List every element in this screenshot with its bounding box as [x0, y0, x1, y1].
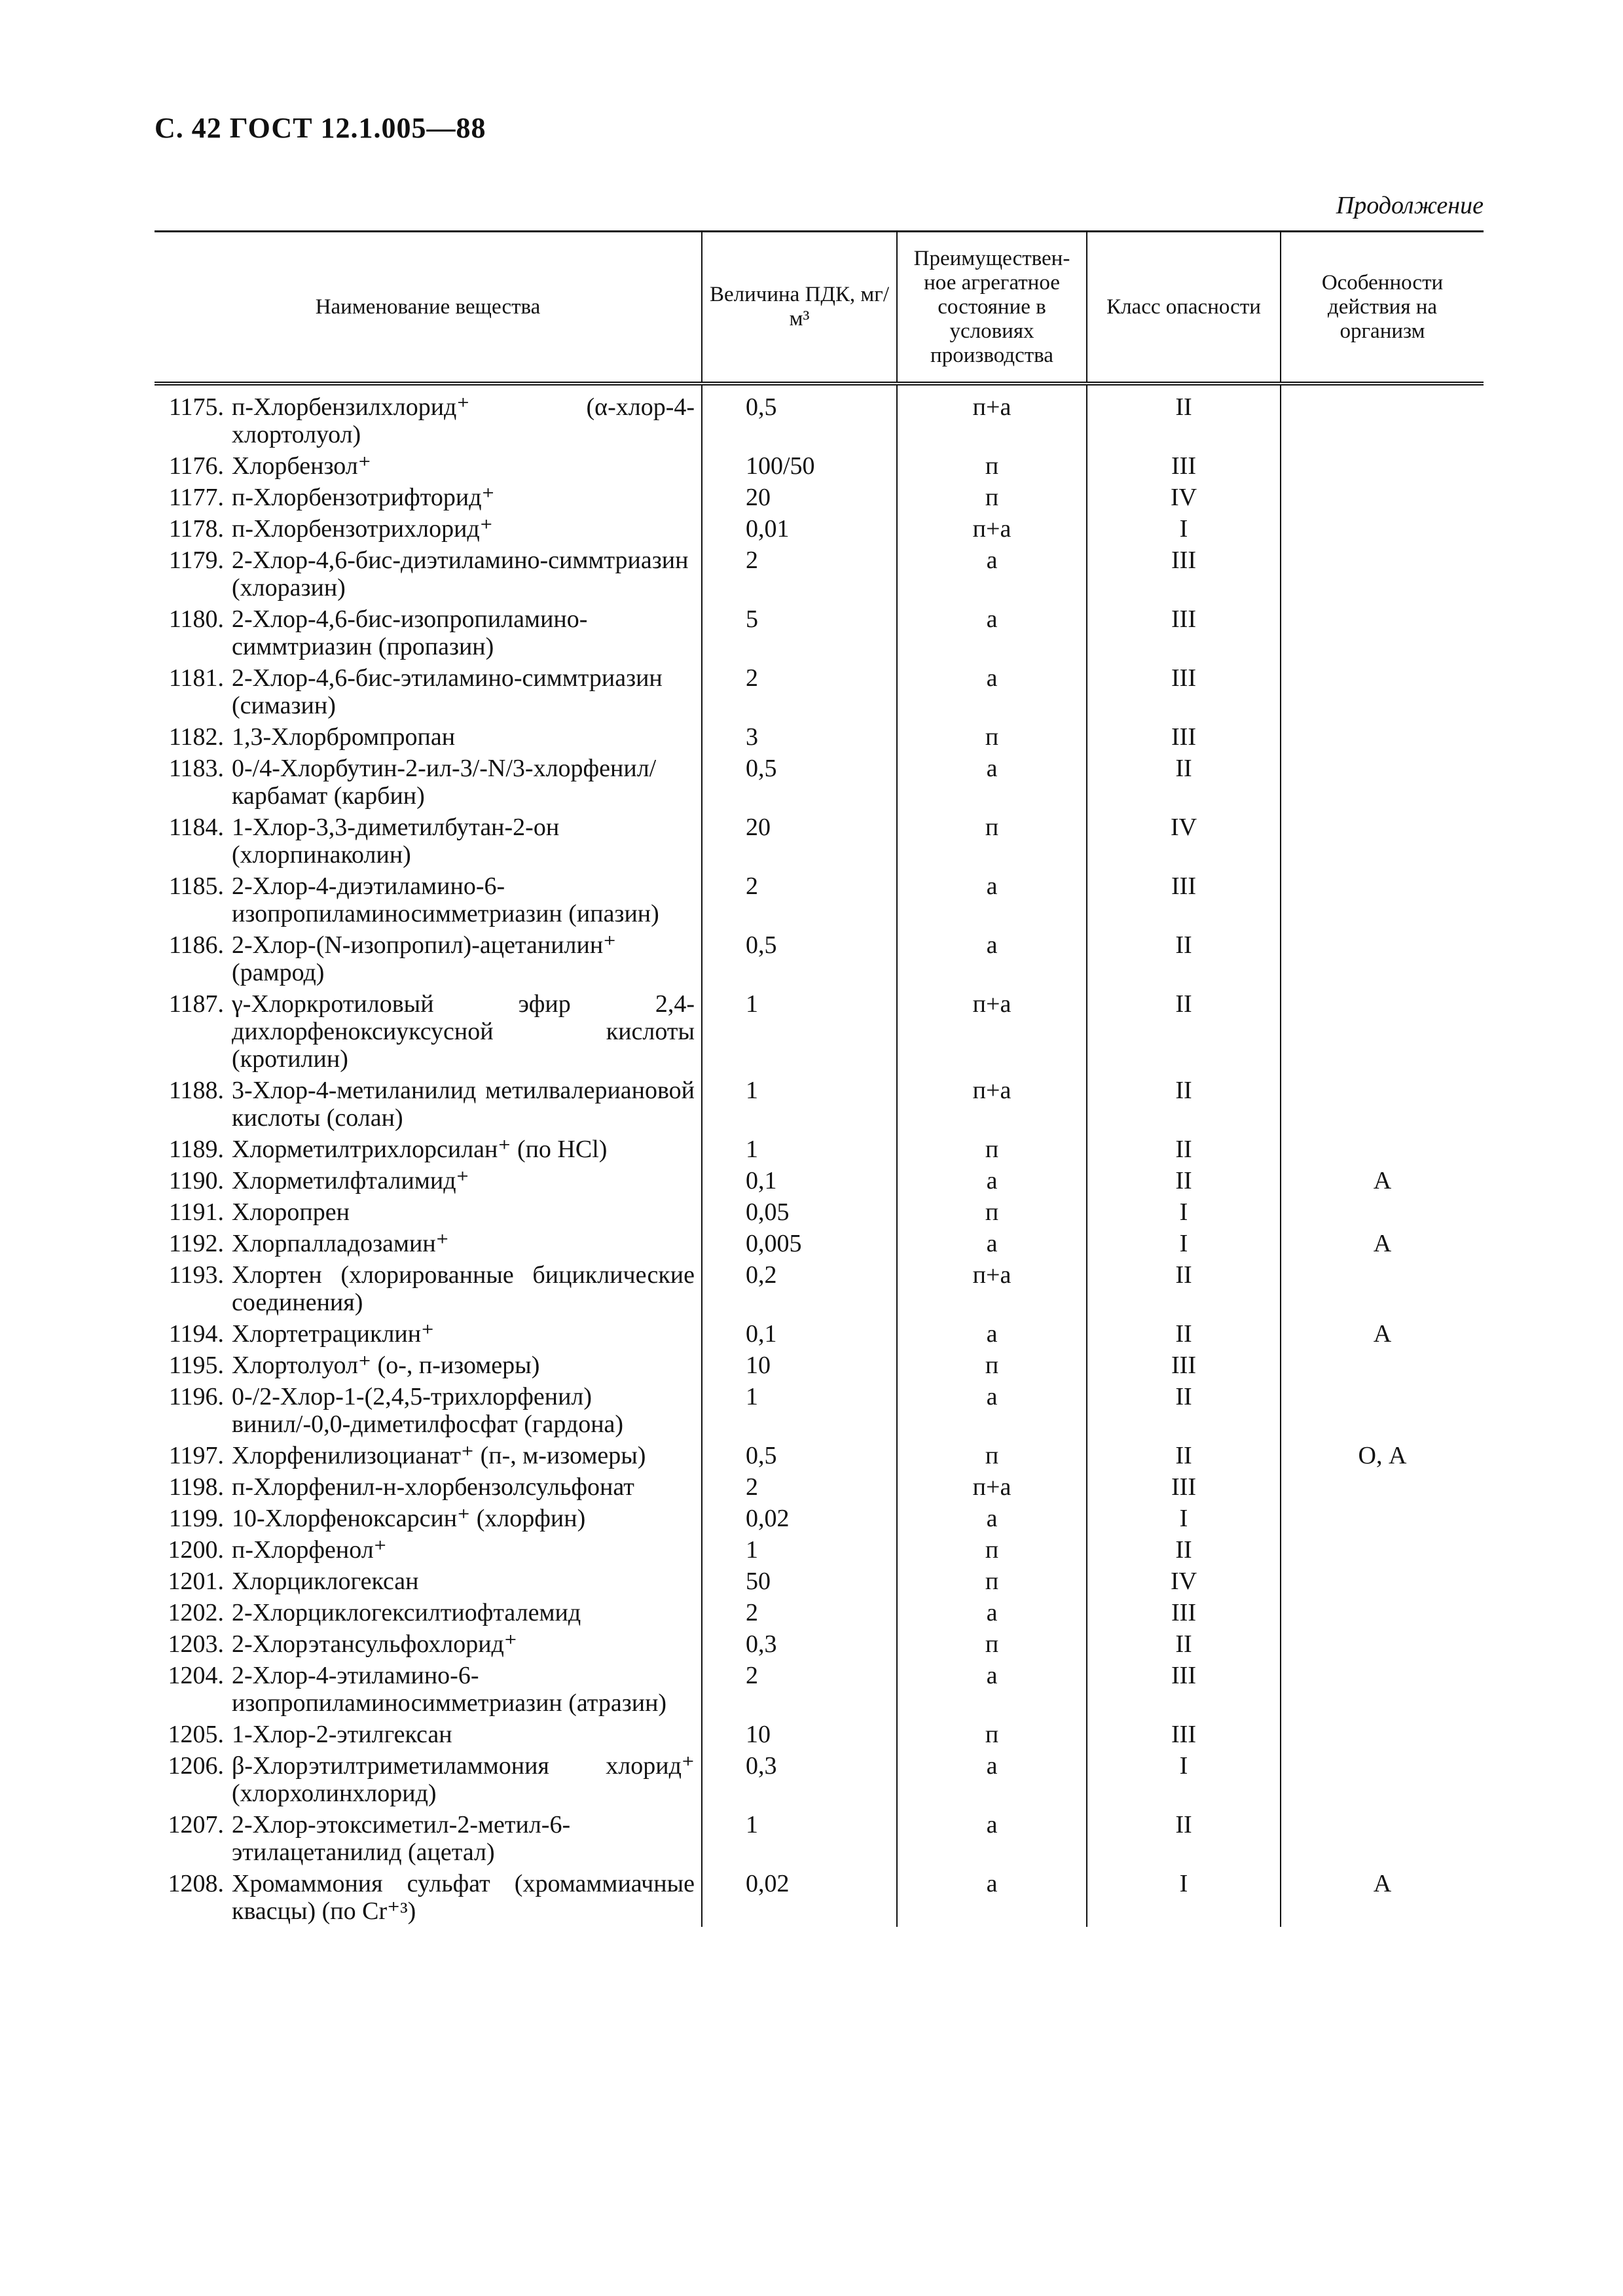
aggregate-state: а — [897, 1503, 1087, 1534]
table-row — [155, 1381, 1484, 1440]
substance-cell — [155, 1350, 702, 1381]
hazard-class: II — [1087, 1318, 1281, 1350]
substance-name: γ-Хлоркротиловый эфир 2,4-дихлорфеноксиуксусной кислоты (кротилин) — [232, 990, 695, 1073]
action-feature — [1281, 870, 1484, 929]
action-feature — [1281, 1534, 1484, 1566]
pdk-value: 2 — [702, 870, 897, 929]
substance-cell — [155, 1660, 702, 1719]
aggregate-state: п — [897, 721, 1087, 753]
continuation-label: Продолжение — [1336, 192, 1484, 219]
table-row — [155, 662, 1484, 721]
table-row — [155, 450, 1484, 482]
substance-name: 1-Хлор-3,3-диметилбутан-2-он (хлорпинаколин) — [232, 814, 560, 869]
substance-name: Хлорметилфталимид⁺ — [232, 1167, 469, 1194]
column-header-hazard-class: Класс опасности — [1087, 232, 1281, 384]
substance-cell — [155, 1075, 702, 1134]
aggregate-state: п+а — [897, 384, 1087, 450]
action-feature — [1281, 988, 1484, 1075]
pdk-value: 2 — [702, 662, 897, 721]
substance-name: Хлортолуол⁺ (о-, п-изомеры) — [232, 1352, 540, 1379]
substance-cell — [155, 1597, 702, 1628]
substance-cell — [155, 662, 702, 721]
pdk-value: 10 — [702, 1719, 897, 1750]
aggregate-state: а — [897, 603, 1087, 662]
substance-name: 2-Хлор-4,6-бис-изопропиламино-симмтриазин (пропазин) — [232, 605, 588, 660]
row-number: 1207. — [168, 1811, 224, 1839]
action-feature — [1281, 1566, 1484, 1597]
action-feature: А — [1281, 1165, 1484, 1196]
hazard-class: II — [1087, 384, 1281, 450]
table-row — [155, 1566, 1484, 1597]
action-feature — [1281, 1809, 1484, 1868]
row-number: 1195. — [168, 1352, 224, 1379]
table-row — [155, 1628, 1484, 1660]
pdk-value: 0,5 — [702, 384, 897, 450]
row-number: 1176. — [168, 452, 224, 480]
row-number: 1182. — [168, 723, 224, 751]
action-feature — [1281, 662, 1484, 721]
action-feature — [1281, 1719, 1484, 1750]
table-row — [155, 1259, 1484, 1318]
page-title: С. 42 ГОСТ 12.1.005—88 — [155, 112, 486, 144]
row-number: 1197. — [168, 1442, 224, 1469]
aggregate-state: а — [897, 1381, 1087, 1440]
substance-cell — [155, 1259, 702, 1318]
row-number: 1188. — [168, 1077, 224, 1104]
table-row — [155, 1534, 1484, 1566]
hazard-class: II — [1087, 1259, 1281, 1318]
substance-name: п-Хлорбензилхлорид⁺ (α-хлор-4-хлортолуол) — [232, 393, 695, 448]
substance-cell — [155, 1628, 702, 1660]
column-header-features: Особенности действия на организм — [1281, 232, 1484, 384]
substance-name: 0-/4-Хлорбутин-2-ил-3/-N/3-хлорфенил/карбамат (карбин) — [232, 755, 657, 810]
hazard-class: II — [1087, 1075, 1281, 1134]
hazard-class: IV — [1087, 1566, 1281, 1597]
hazard-class: III — [1087, 1471, 1281, 1503]
row-number: 1181. — [168, 664, 224, 692]
row-number: 1205. — [168, 1721, 224, 1748]
substance-cell — [155, 513, 702, 545]
aggregate-state: а — [897, 1868, 1087, 1927]
table-row — [155, 1228, 1484, 1259]
substance-cell — [155, 988, 702, 1075]
column-header-pdk: Величина ПДК, мг/м³ — [702, 232, 897, 384]
substance-name: 1,3-Хлорбромпропан — [232, 723, 456, 751]
substance-cell — [155, 1165, 702, 1196]
hazard-class: IV — [1087, 812, 1281, 870]
substance-name: Хлорфенилизоцианат⁺ (п-, м-изомеры) — [232, 1442, 646, 1469]
hazard-class: III — [1087, 1719, 1281, 1750]
hazard-class: III — [1087, 721, 1281, 753]
pdk-value: 20 — [702, 482, 897, 513]
table-row — [155, 1165, 1484, 1196]
table-row — [155, 1750, 1484, 1809]
substance-name: п-Хлорбензотрихлорид⁺ — [232, 515, 493, 543]
substance-cell — [155, 1719, 702, 1750]
table-row — [155, 753, 1484, 812]
row-number: 1198. — [168, 1473, 224, 1501]
hazard-class: II — [1087, 1134, 1281, 1165]
aggregate-state: а — [897, 545, 1087, 603]
row-number: 1175. — [168, 393, 224, 421]
substance-name: Хлорбензол⁺ — [232, 452, 371, 480]
hazard-class: I — [1087, 1228, 1281, 1259]
action-feature — [1281, 1381, 1484, 1440]
substances-table — [155, 230, 1484, 1927]
action-feature — [1281, 1597, 1484, 1628]
pdk-value: 2 — [702, 545, 897, 603]
substance-name: β-Хлорэтилтриметиламмония хлорид⁺ (хлорхолинхлорид) — [232, 1752, 695, 1807]
substance-name: 2-Хлорциклогексилтиофталемид — [232, 1599, 581, 1626]
table-row — [155, 870, 1484, 929]
hazard-class: III — [1087, 603, 1281, 662]
action-feature — [1281, 482, 1484, 513]
substance-cell — [155, 1868, 702, 1927]
pdk-value: 3 — [702, 721, 897, 753]
substance-name: 2-Хлор-4-этиламино-6-изопропиламиносимметриазин (атразин) — [232, 1662, 667, 1717]
pdk-value: 20 — [702, 812, 897, 870]
substance-cell — [155, 1381, 702, 1440]
action-feature — [1281, 1196, 1484, 1228]
action-feature: О, А — [1281, 1440, 1484, 1471]
row-number: 1184. — [168, 814, 224, 841]
aggregate-state: п+а — [897, 513, 1087, 545]
row-number: 1196. — [168, 1383, 224, 1410]
action-feature — [1281, 1134, 1484, 1165]
table-body — [155, 384, 1484, 1927]
substance-cell — [155, 1228, 702, 1259]
pdk-value: 50 — [702, 1566, 897, 1597]
substance-cell — [155, 1750, 702, 1809]
table-row — [155, 929, 1484, 988]
row-number: 1186. — [168, 931, 224, 959]
table-row — [155, 513, 1484, 545]
pdk-value: 100/50 — [702, 450, 897, 482]
action-feature — [1281, 929, 1484, 988]
row-number: 1189. — [168, 1136, 224, 1163]
aggregate-state: п — [897, 812, 1087, 870]
column-header-name: Наименование вещества — [155, 232, 702, 384]
substance-name: п-Хлорфенил-н-хлорбензолсульфонат — [232, 1473, 634, 1501]
aggregate-state: п+а — [897, 1259, 1087, 1318]
substance-name: 3-Хлор-4-метиланилид метилвалериановой кислоты (солан) — [232, 1077, 695, 1132]
substance-name: Хлорциклогексан — [232, 1568, 419, 1595]
hazard-class: IV — [1087, 482, 1281, 513]
substance-cell — [155, 545, 702, 603]
substance-cell — [155, 603, 702, 662]
hazard-class: III — [1087, 450, 1281, 482]
aggregate-state: п — [897, 1134, 1087, 1165]
table-row — [155, 1134, 1484, 1165]
substance-cell — [155, 721, 702, 753]
table-row — [155, 1440, 1484, 1471]
hazard-class: II — [1087, 1628, 1281, 1660]
pdk-value: 0,005 — [702, 1228, 897, 1259]
substance-cell — [155, 1534, 702, 1566]
pdk-value: 0,5 — [702, 753, 897, 812]
action-feature: А — [1281, 1318, 1484, 1350]
hazard-class: I — [1087, 1196, 1281, 1228]
substance-cell — [155, 1566, 702, 1597]
aggregate-state: а — [897, 1228, 1087, 1259]
action-feature: А — [1281, 1228, 1484, 1259]
pdk-value: 1 — [702, 1134, 897, 1165]
action-feature: А — [1281, 1868, 1484, 1927]
row-number: 1193. — [168, 1261, 224, 1289]
hazard-class: III — [1087, 870, 1281, 929]
table-row — [155, 482, 1484, 513]
substance-name: 10-Хлорфеноксарсин⁺ (хлорфин) — [232, 1505, 586, 1532]
aggregate-state: а — [897, 662, 1087, 721]
pdk-value: 0,2 — [702, 1259, 897, 1318]
aggregate-state: п+а — [897, 1471, 1087, 1503]
aggregate-state: п+а — [897, 988, 1087, 1075]
aggregate-state: п — [897, 1350, 1087, 1381]
substance-name: 2-Хлор-4,6-бис-этиламино-симмтриазин (симазин) — [232, 664, 663, 719]
row-number: 1177. — [168, 484, 224, 511]
pdk-value: 0,3 — [702, 1628, 897, 1660]
substance-name: Хлортен (хлорированные бициклические соединения) — [232, 1261, 695, 1316]
pdk-value: 2 — [702, 1660, 897, 1719]
aggregate-state: п — [897, 1534, 1087, 1566]
hazard-class: I — [1087, 1868, 1281, 1927]
substance-name: п-Хлорфенол⁺ — [232, 1536, 387, 1564]
action-feature — [1281, 1471, 1484, 1503]
row-number: 1208. — [168, 1870, 224, 1897]
substance-cell — [155, 450, 702, 482]
hazard-class: I — [1087, 1503, 1281, 1534]
action-feature — [1281, 450, 1484, 482]
table-row — [155, 1503, 1484, 1534]
pdk-value: 0,5 — [702, 929, 897, 988]
hazard-class: II — [1087, 929, 1281, 988]
aggregate-state: п — [897, 1196, 1087, 1228]
pdk-value: 0,3 — [702, 1750, 897, 1809]
pdk-value: 0,1 — [702, 1165, 897, 1196]
action-feature — [1281, 812, 1484, 870]
substance-name: 1-Хлор-2-этилгексан — [232, 1721, 452, 1748]
table-row — [155, 1196, 1484, 1228]
hazard-class: III — [1087, 1350, 1281, 1381]
pdk-value: 1 — [702, 1381, 897, 1440]
row-number: 1202. — [168, 1599, 224, 1626]
hazard-class: II — [1087, 753, 1281, 812]
action-feature — [1281, 1259, 1484, 1318]
action-feature — [1281, 1628, 1484, 1660]
aggregate-state: а — [897, 929, 1087, 988]
hazard-class: II — [1087, 988, 1281, 1075]
row-number: 1185. — [168, 872, 224, 900]
table-row — [155, 1868, 1484, 1927]
substance-cell — [155, 482, 702, 513]
row-number: 1201. — [168, 1568, 224, 1595]
table-row — [155, 1318, 1484, 1350]
table-row — [155, 988, 1484, 1075]
row-number: 1203. — [168, 1630, 224, 1658]
row-number: 1200. — [168, 1536, 224, 1564]
pdk-value: 0,02 — [702, 1503, 897, 1534]
row-number: 1192. — [168, 1230, 224, 1257]
table-row — [155, 1719, 1484, 1750]
aggregate-state: п — [897, 1628, 1087, 1660]
substance-cell — [155, 1196, 702, 1228]
action-feature — [1281, 603, 1484, 662]
hazard-class: II — [1087, 1165, 1281, 1196]
action-feature — [1281, 384, 1484, 450]
hazard-class: II — [1087, 1381, 1281, 1440]
aggregate-state: а — [897, 1165, 1087, 1196]
table-row — [155, 721, 1484, 753]
aggregate-state: а — [897, 1597, 1087, 1628]
pdk-value: 1 — [702, 1534, 897, 1566]
aggregate-state: п — [897, 482, 1087, 513]
row-number: 1183. — [168, 755, 224, 782]
substance-name: 2-Хлор-(N-изопропил)-ацетанилин⁺ (рамрод) — [232, 931, 617, 986]
row-number: 1178. — [168, 515, 224, 543]
action-feature — [1281, 513, 1484, 545]
pdk-value: 2 — [702, 1471, 897, 1503]
substance-cell — [155, 1440, 702, 1471]
substance-cell — [155, 1471, 702, 1503]
aggregate-state: п — [897, 1566, 1087, 1597]
substance-name: Хлортетрациклин⁺ — [232, 1320, 435, 1348]
aggregate-state: п+а — [897, 1075, 1087, 1134]
pdk-value: 2 — [702, 1597, 897, 1628]
substance-cell — [155, 812, 702, 870]
substance-name: 2-Хлор-4,6-бис-диэтиламино-симмтриазин (хлоразин) — [232, 547, 689, 601]
action-feature — [1281, 1750, 1484, 1809]
table-header-row — [155, 232, 1484, 384]
hazard-class: III — [1087, 662, 1281, 721]
action-feature — [1281, 1503, 1484, 1534]
aggregate-state: а — [897, 870, 1087, 929]
pdk-value: 1 — [702, 988, 897, 1075]
table-row — [155, 1075, 1484, 1134]
pdk-value: 1 — [702, 1075, 897, 1134]
pdk-value: 0,05 — [702, 1196, 897, 1228]
table-row — [155, 545, 1484, 603]
substance-cell — [155, 929, 702, 988]
pdk-value: 10 — [702, 1350, 897, 1381]
hazard-class: III — [1087, 1597, 1281, 1628]
pdk-value: 0,01 — [702, 513, 897, 545]
hazard-class: III — [1087, 1660, 1281, 1719]
aggregate-state: п — [897, 1719, 1087, 1750]
hazard-class: I — [1087, 513, 1281, 545]
substance-name: Хлоропрен — [232, 1198, 350, 1226]
substance-cell — [155, 1809, 702, 1868]
aggregate-state: а — [897, 1660, 1087, 1719]
action-feature — [1281, 1660, 1484, 1719]
table-row — [155, 812, 1484, 870]
row-number: 1187. — [168, 990, 224, 1018]
row-number: 1194. — [168, 1320, 224, 1348]
hazard-class: II — [1087, 1534, 1281, 1566]
substance-cell — [155, 753, 702, 812]
row-number: 1206. — [168, 1752, 224, 1780]
hazard-class: I — [1087, 1750, 1281, 1809]
action-feature — [1281, 1075, 1484, 1134]
column-header-state: Преимуществен-ное агрегатное состояние в условиях производства — [897, 232, 1087, 384]
substance-name: 0-/2-Хлор-1-(2,4,5-трихлорфенил) винил/-0,0-диметилфосфат (гардона) — [232, 1383, 624, 1438]
action-feature — [1281, 545, 1484, 603]
table-row — [155, 1809, 1484, 1868]
table-row — [155, 1660, 1484, 1719]
pdk-value: 5 — [702, 603, 897, 662]
hazard-class: II — [1087, 1809, 1281, 1868]
substance-name: Хлорметилтрихлорсилан⁺ (по HCl) — [232, 1136, 608, 1163]
aggregate-state: а — [897, 1750, 1087, 1809]
table-row — [155, 384, 1484, 450]
hazard-class: II — [1087, 1440, 1281, 1471]
row-number: 1180. — [168, 605, 224, 633]
substance-name: 2-Хлор-этоксиметил-2-метил-6-этилацетанилид (ацетал) — [232, 1811, 571, 1866]
substance-name: 2-Хлор-4-диэтиламино-6-изопропиламиносимметриазин (ипазин) — [232, 872, 659, 927]
pdk-value: 0,1 — [702, 1318, 897, 1350]
pdk-value: 0,5 — [702, 1440, 897, 1471]
action-feature — [1281, 1350, 1484, 1381]
aggregate-state: а — [897, 753, 1087, 812]
row-number: 1190. — [168, 1167, 224, 1194]
table-row — [155, 1471, 1484, 1503]
row-number: 1191. — [168, 1198, 224, 1226]
table-row — [155, 1350, 1484, 1381]
aggregate-state: а — [897, 1318, 1087, 1350]
substance-cell — [155, 1318, 702, 1350]
substance-cell — [155, 870, 702, 929]
row-number: 1179. — [168, 547, 224, 574]
substance-name: Хлорпалладозамин⁺ — [232, 1230, 449, 1257]
substance-name: п-Хлорбензотрифторид⁺ — [232, 484, 495, 511]
action-feature — [1281, 721, 1484, 753]
substance-name: 2-Хлорэтансульфохлорид⁺ — [232, 1630, 517, 1658]
aggregate-state: а — [897, 1809, 1087, 1868]
row-number: 1204. — [168, 1662, 224, 1689]
substance-cell — [155, 384, 702, 450]
pdk-value: 0,02 — [702, 1868, 897, 1927]
action-feature — [1281, 753, 1484, 812]
aggregate-state: п — [897, 1440, 1087, 1471]
substance-cell — [155, 1134, 702, 1165]
hazard-class: III — [1087, 545, 1281, 603]
substance-cell — [155, 1503, 702, 1534]
table-row — [155, 1597, 1484, 1628]
pdk-value: 1 — [702, 1809, 897, 1868]
aggregate-state: п — [897, 450, 1087, 482]
table-row — [155, 603, 1484, 662]
substance-name: Хромаммония сульфат (хромаммиачные квасцы) (по Cr⁺³) — [232, 1870, 695, 1925]
row-number: 1199. — [168, 1505, 224, 1532]
